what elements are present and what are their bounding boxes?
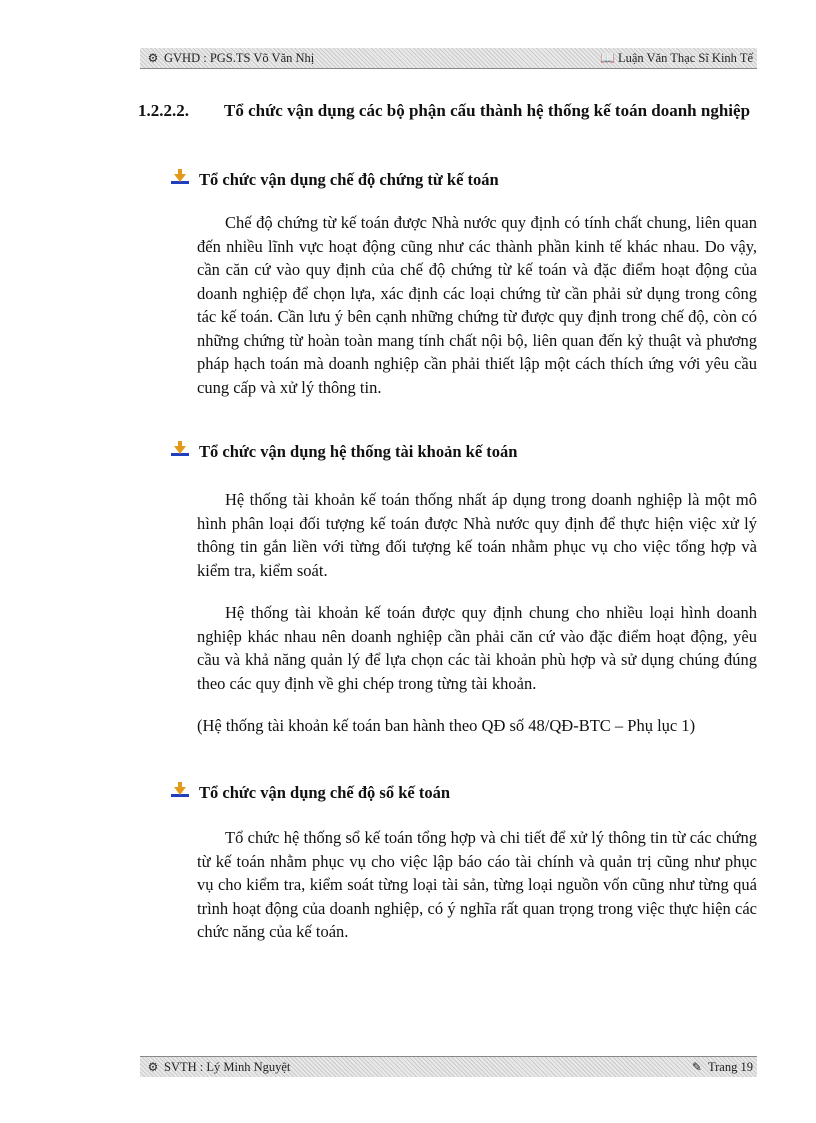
subheading-1-text: Tổ chức vận dụng chế độ chứng từ kế toán xyxy=(199,170,499,189)
gear-icon: ⚙ xyxy=(147,1060,159,1074)
footer-student: SVTH : Lý Minh Nguyệt xyxy=(164,1060,291,1074)
paragraph-2: Hệ thống tài khoản kế toán thống nhất áp dụng trong doanh nghiệp là một mô hình phân loại đối tượng kế toán được Nhà nước quy định để thực hiện việc xử lý thông tin gắn liền với từng đối tượng kế toán nhằm phục vụ cho việc tổng hợp và kiểm tra, kiểm soát. xyxy=(197,490,757,580)
header-thesis-title: Luận Văn Thạc Sĩ Kinh Tế xyxy=(617,51,753,65)
paragraph-5: Tổ chức hệ thống sổ kế toán tổng hợp và chi tiết để xử lý thông tin từ các chứng từ kế toán nhằm phục vụ cho việc lập báo cáo tài chính và quản trị cũng như phục vụ cho kiểm tra, kiểm soát từng loại tài sản, từng loại nguồn vốn cũng như từng quá trình hoạt động của doanh nghiệp, có ý nghĩa rất quan trọng trong việc thực hiện các chức năng của kế toán. xyxy=(197,828,757,941)
header-rule xyxy=(140,68,757,69)
gear-icon: ⚙ xyxy=(147,51,159,65)
section-title: Tổ chức vận dụng các bộ phận cấu thành hệ thống kế toán doanh nghiệp xyxy=(224,101,751,120)
paragraph-1: Chế độ chứng từ kế toán được Nhà nước quy định có tính chất chung, liên quan đến nhiều lĩnh vực hoạt động cũng như các thành phần kinh tế khác nhau. Do vậy, cần căn cứ vào quy định của chế độ chứng từ kế toán và đặc điểm hoạt động của doanh nghiệp để chọn lựa, xác định các loại chứng từ cần phải sử dụng trong công tác kế toán. Cần lưu ý bên cạnh những chứng từ được quy định trong chế độ, còn có những chứng từ hoàn toàn mang tính chất nội bộ, liên quan đến kỷ thuật và phương pháp hạch toán mà doanh nghiệp cần phải thiết lập một cách thích ứng với yêu cầu cung cấp và xử lý thông tin. xyxy=(197,213,757,397)
section-heading xyxy=(138,98,758,123)
page-number: Trang 19 xyxy=(707,1060,753,1074)
subheading-2 xyxy=(170,441,517,463)
header-advisor: GVHD : PGS.TS Võ Văn Nhị xyxy=(164,51,315,65)
pencil-icon: ✎ xyxy=(691,1060,702,1074)
book-icon: 📖 xyxy=(599,51,615,65)
subheading-2-text: Tổ chức vận dụng hệ thống tài khoản kế toán xyxy=(199,442,518,461)
section-number: 1.2.2.2. xyxy=(138,101,189,120)
arrow-bullet-icon xyxy=(170,441,190,461)
subheading-3-text: Tổ chức vận dụng chế độ sổ kế toán xyxy=(199,783,451,802)
page-header xyxy=(140,48,757,68)
arrow-bullet-icon xyxy=(170,782,190,802)
page-footer xyxy=(140,1057,757,1077)
paragraph-3: Hệ thống tài khoản kế toán được quy định chung cho nhiều loại hình doanh nghiệp khác nhau nên doanh nghiệp cần phải căn cứ vào đặc điểm hoạt động, yêu cầu và khả năng quản lý để lựa chọn các tài khoản phù hợp và sử dụng chúng đúng theo các quy định về ghi chép trong từng tài khoản. xyxy=(197,603,757,693)
arrow-bullet-icon xyxy=(170,169,190,189)
subheading-1 xyxy=(170,169,499,191)
subheading-3 xyxy=(170,782,450,804)
paragraph-4: (Hệ thống tài khoản kế toán ban hành theo QĐ số 48/QĐ-BTC – Phụ lục 1) xyxy=(197,716,696,735)
